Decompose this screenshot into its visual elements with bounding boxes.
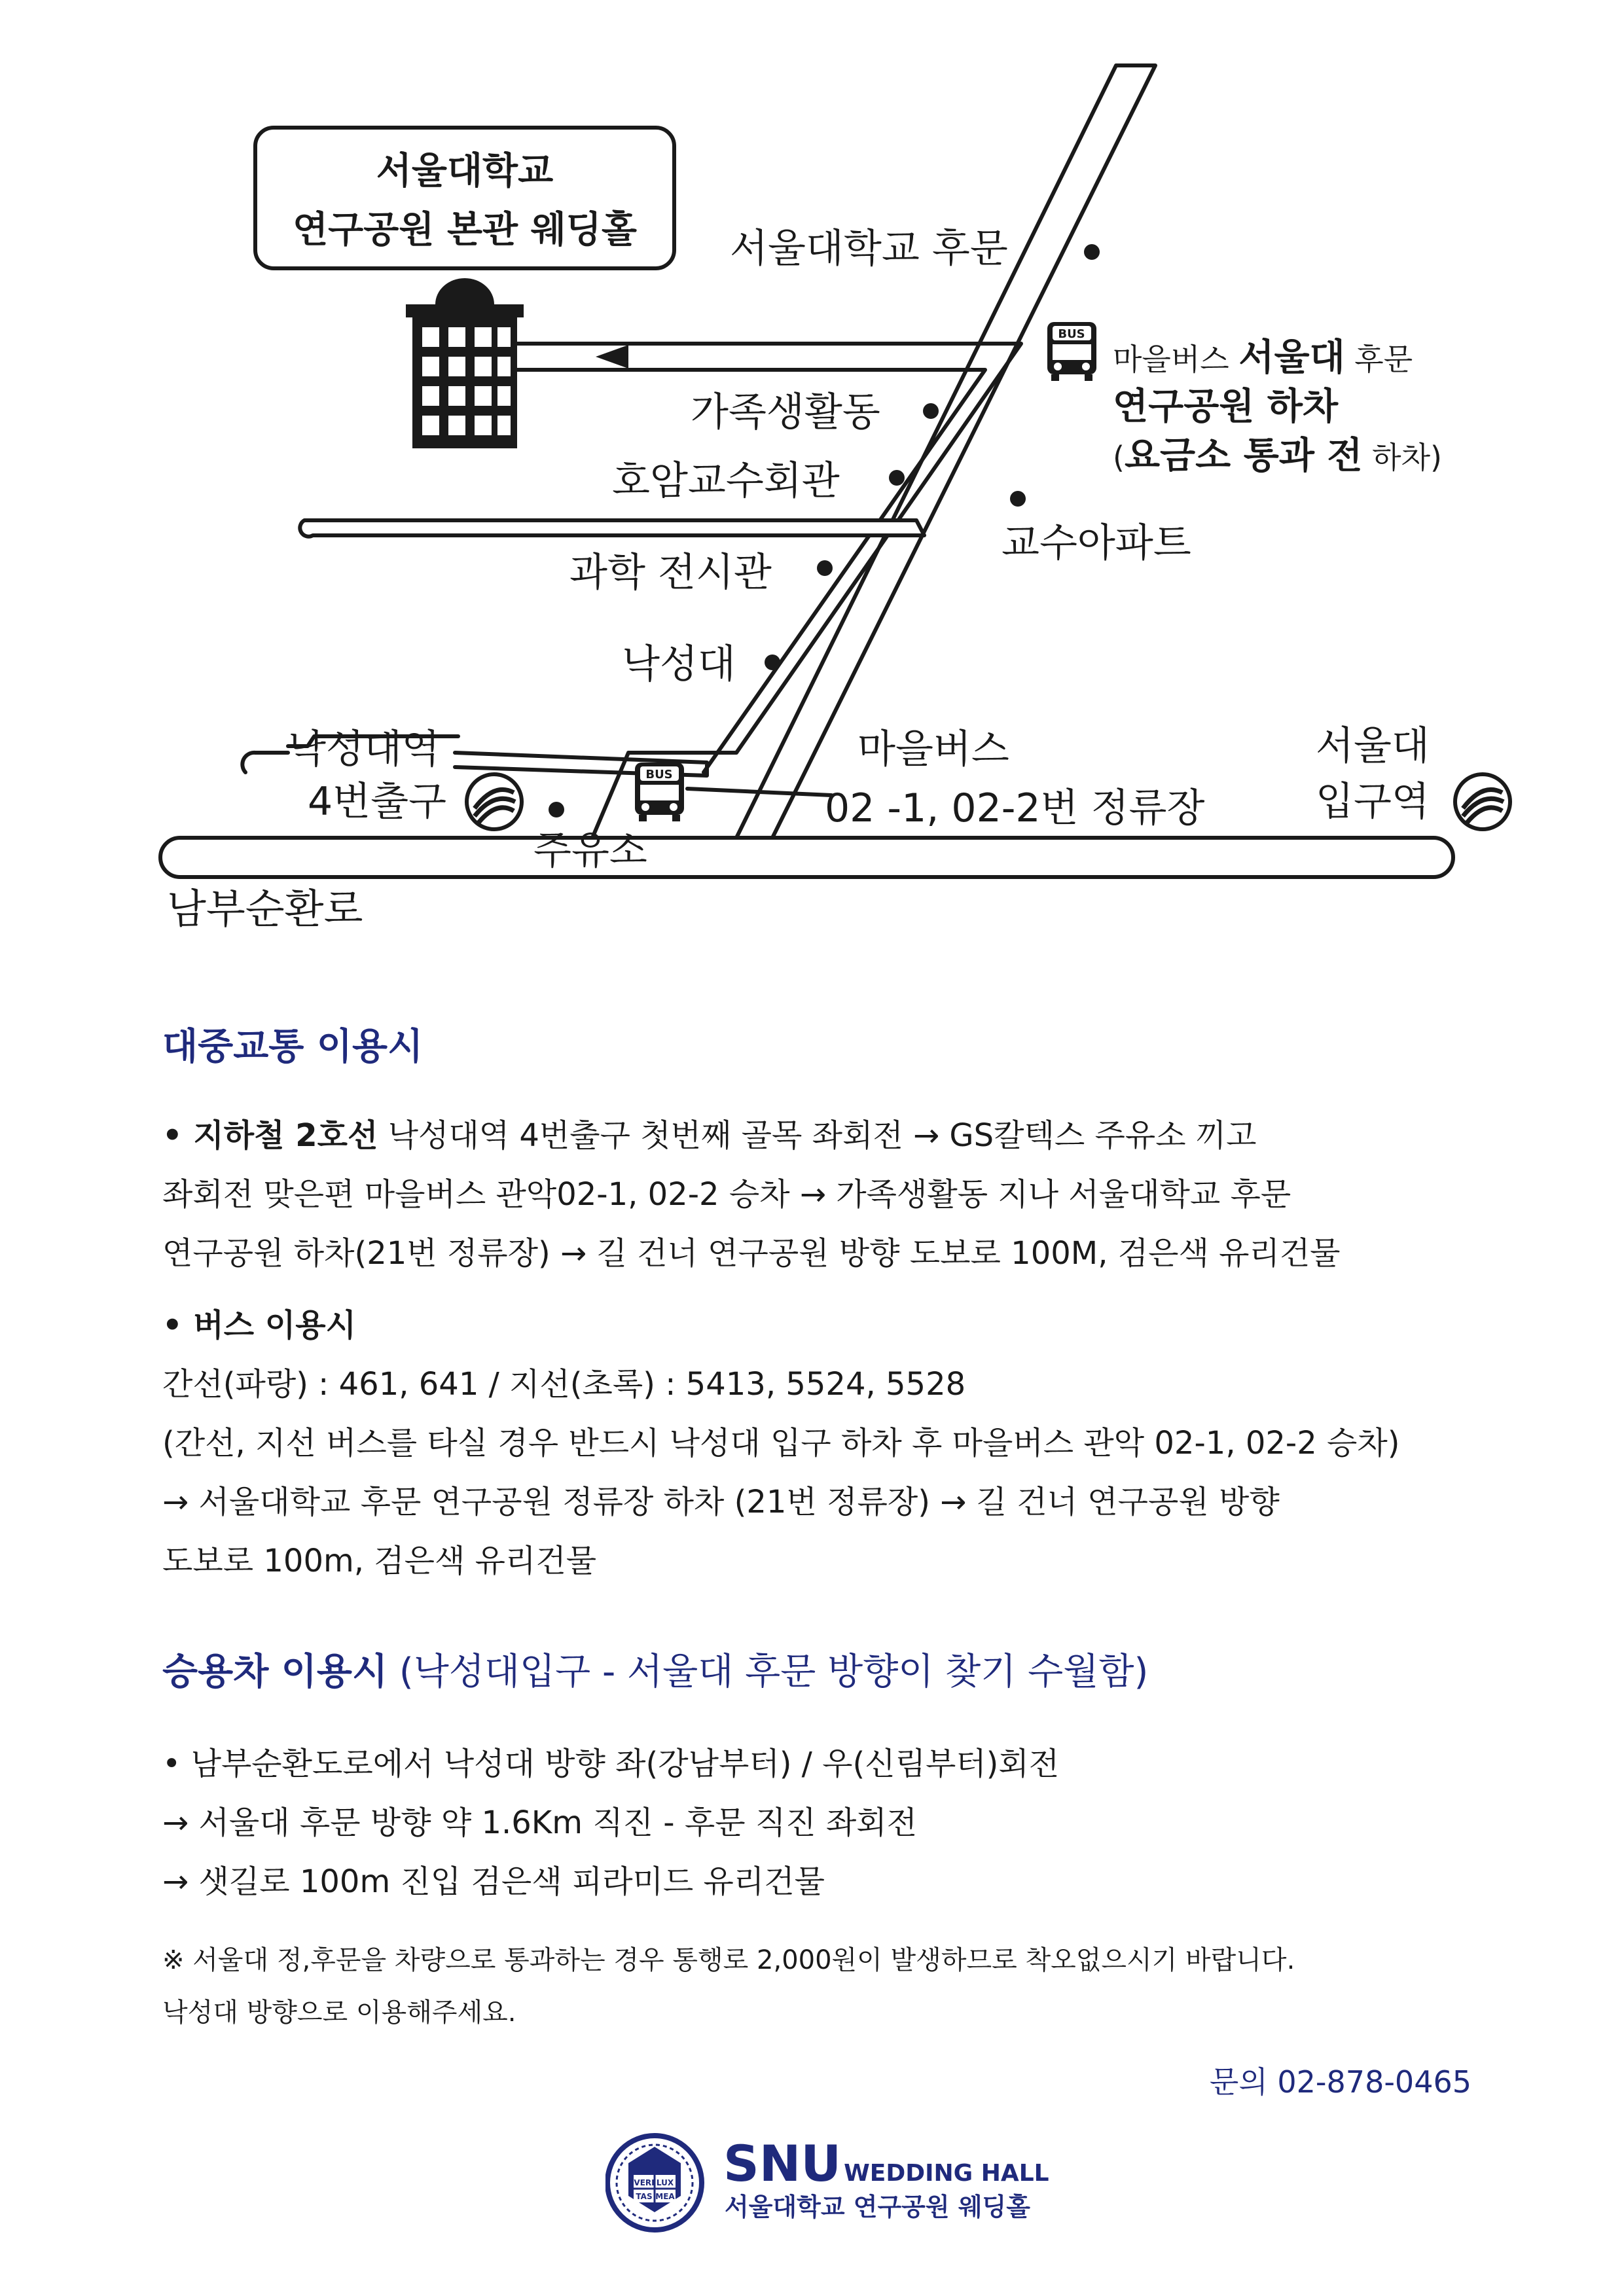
label-station-exit-1: 낙성대역	[288, 726, 440, 772]
label-back-gate: 서울대학교 후문	[730, 226, 1008, 272]
marker-hoam	[889, 470, 905, 486]
side-road-left	[300, 520, 924, 537]
svg-text:BUS: BUS	[1058, 327, 1085, 341]
bus-line-4: 도보로 100m, 검은색 유리건물	[162, 1543, 597, 1579]
bus-line-2: (간선, 지선 버스를 타실 경우 반드시 낙성대 입구 하차 후 마을버스 관악 02-1, 02-2 승차)	[162, 1425, 1400, 1462]
subway-icon-nakseongdae	[467, 774, 522, 829]
bus-directions	[162, 1296, 1537, 1590]
svg-text:VERI: VERI	[634, 2178, 655, 2187]
car-line-1: • 남부순환도로에서 낙성대 방향 좌(강남부터) / 우(신림부터)회전	[162, 1746, 1060, 1782]
svg-text:LUX: LUX	[656, 2178, 674, 2187]
marker-science	[817, 560, 833, 576]
logo-tagline: 서울대학교 연구공원 웨딩홀	[725, 2193, 1030, 2221]
nambu-ring-road	[160, 838, 1453, 877]
arrow-to-venue	[596, 345, 628, 368]
label-snu-station-1: 서울대	[1316, 723, 1430, 769]
bus-line-1: 간선(파랑) : 461, 641 / 지선(초록) : 5413, 5524, 5528	[162, 1366, 966, 1403]
label-snu-station-2: 입구역	[1316, 779, 1430, 825]
bus-icon-station	[635, 762, 684, 821]
svg-text:MEA: MEA	[655, 2192, 675, 2201]
label-nakseongdae: 낙성대	[622, 641, 736, 687]
toll-note-line-1: ※ 서울대 정,후문을 차량으로 통과하는 경우 통행로 2,000원이 발생하므로 착오없으시기 바랍니다.	[162, 1945, 1295, 1975]
bus-icon-back-gate	[1047, 322, 1096, 381]
bus-info-line1: 마을버스 서울대 후문	[1113, 336, 1413, 379]
location-map	[0, 0, 1624, 982]
car-heading: 승용차 이용시 (낙성대입구 - 서울대 후문 방향이 찾기 수월함)	[162, 1651, 1149, 1693]
bus-info-line2: 연구공원 하차	[1113, 386, 1339, 428]
public-transport-section	[162, 1018, 1537, 1070]
svg-text:BUS: BUS	[645, 768, 673, 781]
toll-note	[162, 1934, 1537, 2039]
car-line-3: → 샛길로 100m 진입 검은색 피라미드 유리건물	[162, 1863, 825, 1900]
venue-label-line2: 연구공원 본관 웨딩홀	[293, 209, 637, 251]
public-transport-heading: 대중교통 이용시	[162, 1026, 424, 1068]
subway-line-1: • 지하철 2호선 낙성대역 4번출구 첫번째 골목 좌회전 → GS칼텍스 주유소 끼고	[162, 1117, 1257, 1154]
marker-gas-station	[549, 802, 564, 817]
contact-phone: 문의 02-878-0465	[1209, 2064, 1471, 2100]
label-station-exit-2: 4번출구	[308, 779, 447, 825]
label-bus-stop-1: 마을버스	[857, 726, 1009, 772]
snu-emblem-icon	[607, 2136, 702, 2230]
label-family-hall: 가족생활동	[691, 389, 880, 435]
label-hoam: 호암교수회관	[612, 458, 840, 504]
subway-line-2: 좌회전 맞은편 마을버스 관악02-1, 02-2 승차 → 가족생활동 지나 서울대학교 후문	[162, 1176, 1291, 1213]
label-road: 남부순환로	[167, 885, 363, 933]
subway-directions	[162, 1106, 1537, 1283]
venue-label-line1: 서울대학교	[376, 150, 554, 192]
car-directions	[162, 1734, 1537, 1911]
car-line-2: → 서울대 후문 방향 약 1.6Km 직진 - 후문 직진 좌회전	[162, 1804, 917, 1841]
svg-text:TAS: TAS	[636, 2192, 653, 2201]
logo-brand: SNU WEDDING HALL	[723, 2134, 1049, 2193]
snu-wedding-hall-logo	[605, 2127, 1064, 2238]
marker-family-hall	[923, 403, 939, 419]
subway-line-3: 연구공원 하차(21번 정류장) → 길 건너 연구공원 방향 도보로 100M, 검은색 유리건물	[162, 1235, 1341, 1272]
bus-info-line3: (요금소 통과 전 하차)	[1113, 435, 1442, 477]
bus-line-3: → 서울대학교 후문 연구공원 정류장 하차 (21번 정류장) → 길 건너 연구공원 방향	[162, 1484, 1280, 1520]
marker-back-gate	[1084, 244, 1100, 260]
marker-prof-apt	[1010, 491, 1026, 507]
subway-icon-snu	[1455, 774, 1510, 829]
label-prof-apt: 교수아파트	[1001, 520, 1191, 566]
venue-building-icon	[406, 278, 524, 448]
marker-nakseongdae	[765, 655, 780, 670]
label-science: 과학 전시관	[569, 550, 772, 596]
label-gas-station: 주유소	[533, 828, 647, 874]
car-section	[162, 1643, 1537, 1695]
label-bus-stop-2: 02 -1, 02-2번 정류장	[825, 785, 1205, 831]
toll-note-line-2: 낙성대 방향으로 이용해주세요.	[162, 1998, 516, 2028]
bus-title: • 버스 이용시	[162, 1307, 356, 1344]
